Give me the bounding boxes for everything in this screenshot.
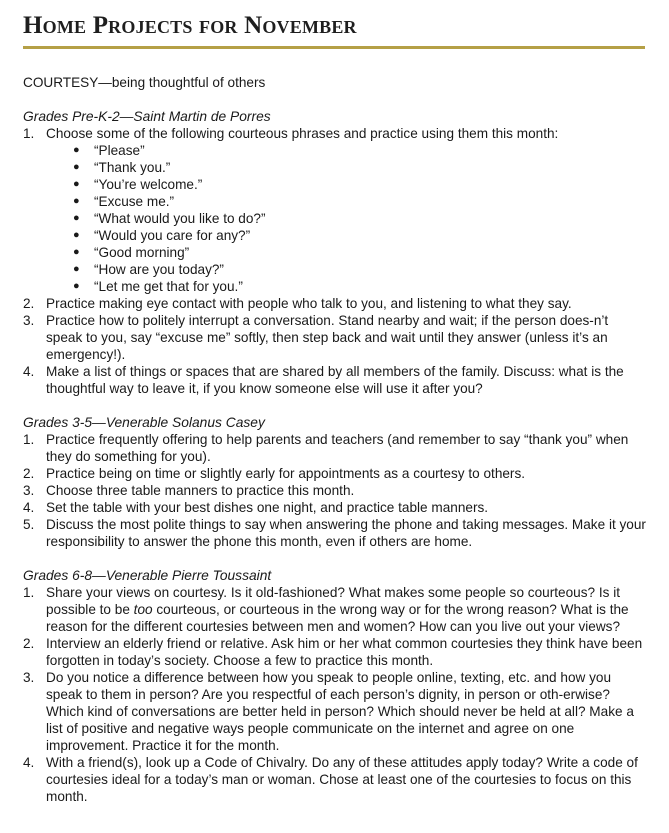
item-number: 1. [23, 126, 35, 141]
list-item [23, 516, 647, 550]
item-text: Practice how to politely interrupt a conversation. Stand nearby and wait; if the person does-n’t speak to you, say “excuse me” softly, then step back and wait until they answer (unless it’s an emergency!). [46, 313, 609, 362]
list-item [23, 312, 647, 363]
project-list [23, 125, 647, 397]
item-number: 1. [23, 585, 35, 600]
section-grades-6-8 [23, 567, 647, 805]
bullet-icon: ● [73, 263, 80, 275]
item-text: Interview an elderly friend or relative. Ask him or her what common courtesies they think have been forgotten in today’s society. Choose a few to practice this month. [46, 636, 643, 668]
phrase-item [46, 142, 647, 159]
project-list [23, 584, 647, 805]
list-item [23, 125, 647, 295]
list-item [23, 482, 647, 499]
item-number: 2. [23, 636, 35, 651]
bullet-icon: ● [73, 144, 80, 156]
item-number: 3. [23, 670, 35, 685]
phrase-text: “Let me get that for you.” [94, 279, 243, 294]
item-text: Practice frequently offering to help parents and teachers (and remember to say “thank you” when they do something for you). [46, 432, 629, 464]
section-pre-k-2 [23, 108, 647, 397]
item-text: Choose some of the following courteous phrases and practice using them this month: [46, 126, 559, 141]
bullet-icon: ● [73, 280, 80, 292]
item-text: Practice being on time or slightly early for appointments as a courtesy to others. [46, 466, 526, 481]
list-item [23, 295, 647, 312]
item-number: 4. [23, 364, 35, 379]
item-number: 4. [23, 755, 35, 770]
phrase-text: “Good morning” [94, 245, 190, 260]
section-heading: Grades 6-8—Venerable Pierre Toussaint [23, 568, 272, 583]
phrase-item [46, 278, 647, 295]
phrase-item [46, 244, 647, 261]
list-item [23, 499, 647, 516]
bullet-icon: ● [73, 212, 80, 224]
item-number: 3. [23, 483, 35, 498]
item-number: 2. [23, 296, 35, 311]
list-item [23, 363, 647, 397]
project-list [23, 431, 647, 550]
phrase-text: “You’re welcome.” [94, 177, 203, 192]
item-number: 5. [23, 517, 35, 532]
item-text: Make a list of things or spaces that are shared by all members of the family. Discuss: what is the thoughtful way to leave it, if you know someone else will use it after you? [46, 364, 624, 396]
section-grades-3-5 [23, 414, 647, 550]
item-number: 1. [23, 432, 35, 447]
item-text-start: Share your views on courtesy. Is it old-fashioned? What makes some people so courteous? Is it possible to be [46, 585, 620, 617]
item-text: With a friend(s), look up a Code of Chivalry. Do any of these attitudes apply today? Write a code of courtesies ideal for a today’s man or woman. Chose at least one of the courtesies to focus on this month. [46, 755, 638, 804]
phrase-text: “Please” [94, 143, 145, 158]
section-heading: Grades Pre-K-2—Saint Martin de Porres [23, 109, 271, 124]
bullet-icon: ● [73, 229, 80, 241]
phrase-list [46, 142, 647, 295]
item-text: Do you notice a difference between how you speak to people online, texting, etc. and how you speak to them in person? Are you respectful of each person’s dignity, in person or oth-erwise? Which kind of conversations are better held in person? Which should never be held at all? Make a list of positive and negative ways people communicate on the internet and agree on one improvement. Practice it for the month. [46, 670, 634, 753]
list-item [23, 465, 647, 482]
page-title: Home Projects for November [23, 12, 357, 39]
item-text-end: courteous, or courteous in the wrong way or for the wrong reason? What is the reason for the different courtesies between men and women? How can you live out your views? [46, 602, 629, 634]
item-number: 2. [23, 466, 35, 481]
bullet-icon: ● [73, 246, 80, 258]
item-number: 4. [23, 500, 35, 515]
list-item [23, 669, 647, 754]
phrase-text: “What would you like to do?” [94, 211, 266, 226]
item-text: Practice making eye contact with people who talk to you, and listening to what they say. [46, 296, 572, 311]
item-text: Discuss the most polite things to say when answering the phone and taking messages. Make it your responsibility to answer the phone this month, even if others are home. [46, 517, 646, 549]
phrase-item [46, 159, 647, 176]
phrase-text: “Excuse me.” [94, 194, 175, 209]
bullet-icon: ● [73, 178, 80, 190]
theme-line: COURTESY—being thoughtful of others [23, 75, 266, 90]
phrase-text: “Would you care for any?” [94, 228, 251, 243]
phrase-item [46, 193, 647, 210]
list-item [23, 431, 647, 465]
bullet-icon: ● [73, 195, 80, 207]
list-item [23, 584, 647, 635]
phrase-text: “How are you today?” [94, 262, 224, 277]
title-divider [23, 46, 645, 49]
bullet-icon: ● [73, 161, 80, 173]
item-number: 3. [23, 313, 35, 328]
item-text: Set the table with your best dishes one night, and practice table manners. [46, 500, 489, 515]
phrase-item [46, 227, 647, 244]
section-heading: Grades 3-5—Venerable Solanus Casey [23, 415, 265, 430]
list-item [23, 754, 647, 805]
item-text-emphasis: too [133, 602, 153, 617]
document-page [23, 0, 647, 805]
phrase-item [46, 261, 647, 278]
item-text: Choose three table manners to practice this month. [46, 483, 355, 498]
list-item [23, 635, 647, 669]
phrase-text: “Thank you.” [94, 160, 171, 175]
phrase-item [46, 210, 647, 227]
phrase-item [46, 176, 647, 193]
